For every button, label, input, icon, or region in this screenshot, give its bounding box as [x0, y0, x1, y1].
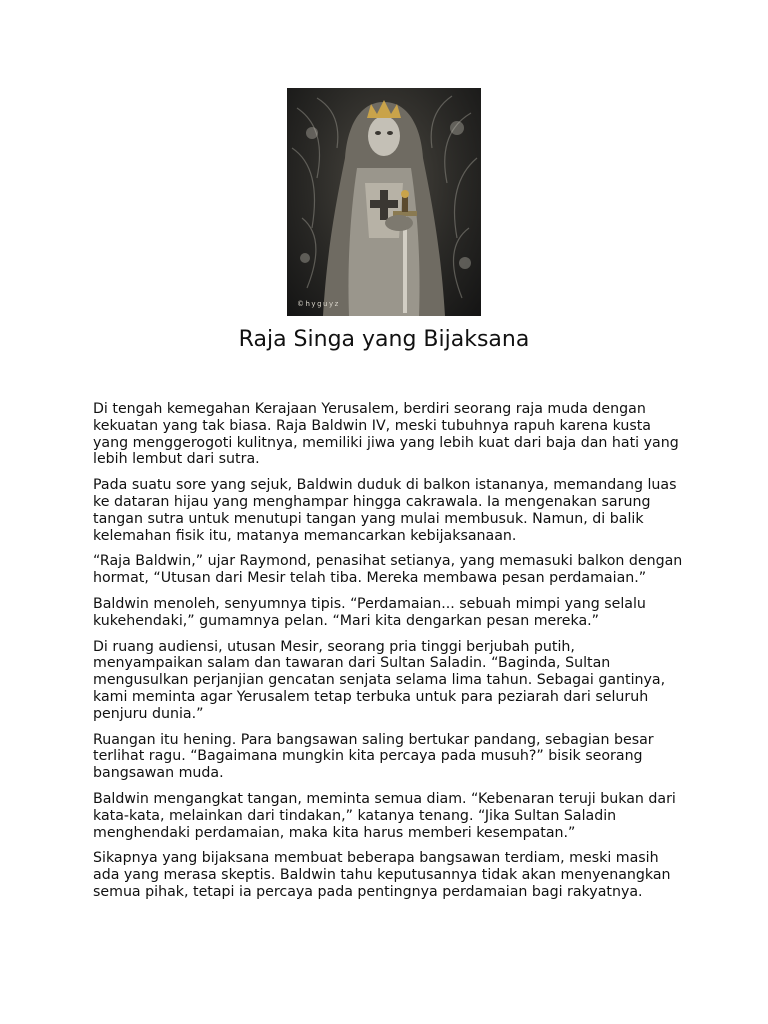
- paragraph: Baldwin mengangkat tangan, meminta semua diam. “Kebenaran teruji bukan dari kata-kata, melainkan dari tindakan,” katanya tenang. “Jika Sultan Saladin menghendaki perdamaian, maka kita harus memberi kesempatan.”: [93, 790, 676, 841]
- king-illustration: [287, 88, 481, 316]
- paragraph: “Raja Baldwin,” ujar Raymond, penasihat setianya, yang memasuki balkon dengan hormat, “Utusan dari Mesir telah tiba. Mereka membawa pesan perdamaian.”: [93, 553, 683, 587]
- paragraph: Pada suatu sore yang sejuk, Baldwin duduk di balkon istananya, memandang luas ke dataran hijau yang menghampar hingga cakrawala. Ia mengenakan sarung tangan sutra untuk menutupi tangan yang mulai membusuk. Namun, di balik kelemahan fisik itu, matanya memancarkan kebijaksanaan.: [93, 477, 677, 544]
- gauntlet-hands: [385, 215, 413, 231]
- masked-king-illustration: [287, 88, 481, 316]
- paragraph: Sikapnya yang bijaksana membuat beberapa bangsawan terdiam, meski masih ada yang merasa skeptis. Baldwin tahu keputusannya tidak akan menyenangkan semua pihak, tetapi ia percaya pada pentingnya perdamaian bagi rakyatnya.: [93, 850, 671, 900]
- story-body: [93, 401, 683, 910]
- paragraph: Di ruang audiensi, utusan Mesir, seorang pria tinggi berjubah putih, menyampaikan salam dan tawaran dari Sultan Saladin. “Baginda, Sultan mengusulkan perjanjian gencatan senjata selama lima tahun. Sebagai gantinya, kami meminta agar Yerusalem tetap terbuka untuk para peziarah dari seluruh penjuru dunia.”: [93, 638, 666, 722]
- face-mask: [368, 116, 400, 156]
- paragraph: Ruangan itu hening. Para bangsawan saling bertukar pandang, sebagian besar terlihat ragu. “Bagaimana mungkin kita percaya pada musuh?” bisik seorang bangsawan muda.: [93, 731, 654, 782]
- illustration-watermark: ©hyguyz: [297, 300, 340, 308]
- crown-icon: [367, 100, 401, 118]
- page-title: Raja Singa yang Bijaksana: [238, 327, 530, 352]
- paragraph: Baldwin menoleh, senyumnya tipis. “Perdamaian... sebuah mimpi yang selalu kukehendaki,” gumamnya pelan. “Mari kita dengarkan pesan mereka.”: [93, 595, 646, 629]
- paragraph: Di tengah kemegahan Kerajaan Yerusalem, berdiri seorang raja muda dengan kekuatan yang tak biasa. Raja Baldwin IV, meski tubuhnya rapuh karena kusta yang menggerogoti kulitnya, memiliki jiwa yang lebih kuat dari baja dan hati yang lebih lembut dari sutra.: [93, 401, 679, 468]
